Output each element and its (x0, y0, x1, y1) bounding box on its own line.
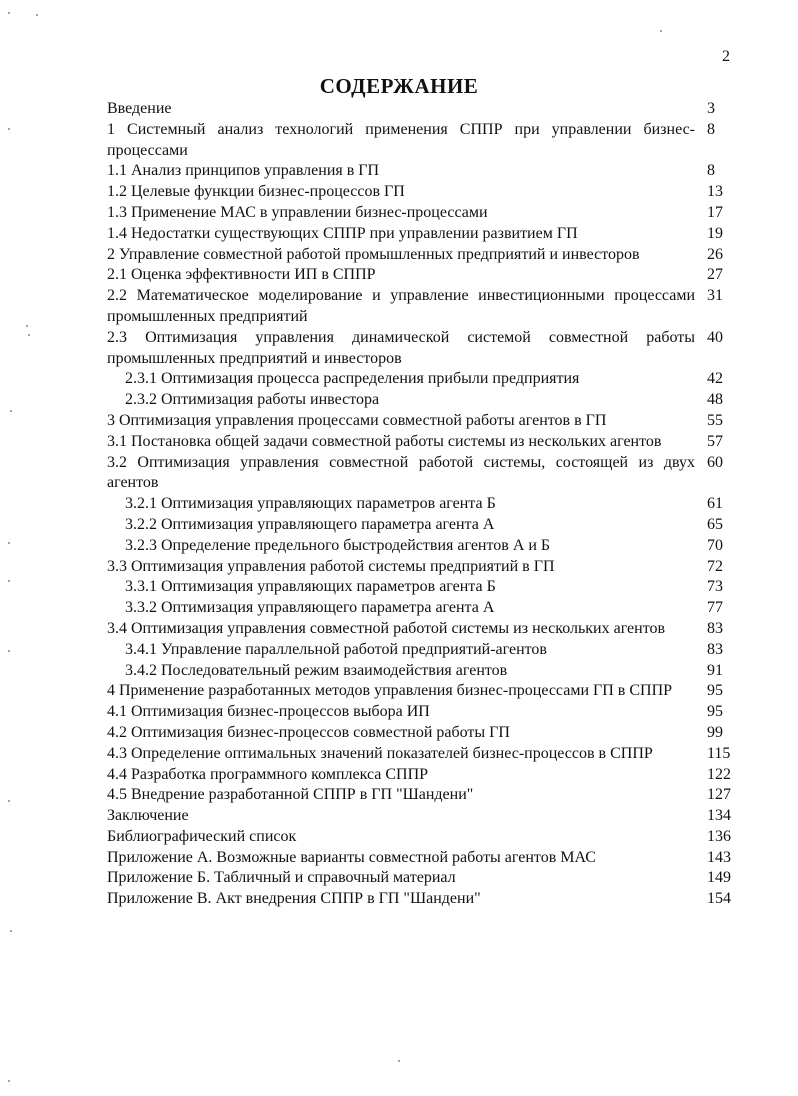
toc-entry (107, 806, 743, 827)
toc-entry (107, 161, 743, 182)
toc-entry-title: 2.3.1 Оптимизация процесса распределения прибыли предприятия (125, 370, 580, 388)
toc-entry (107, 577, 743, 598)
toc-entry (107, 536, 743, 557)
toc-entry-title: 2 Управление совместной работой промышленных предприятий и инвесторов (107, 245, 640, 263)
toc-entry-title: 1 Системный анализ технологий применения СППР при управлении бизнес-процессами (107, 120, 695, 159)
toc-entry-title: Введение (107, 100, 172, 117)
scan-speck (8, 12, 10, 14)
toc-entry-page: 154 (707, 890, 731, 908)
page-number: 2 (722, 48, 730, 65)
toc-entry-page: 48 (707, 391, 723, 409)
toc-entry-title: 3.2.3 Определение предельного быстродействия агентов А и Б (125, 536, 551, 554)
toc-entry (107, 245, 743, 266)
toc-entry-page: 149 (707, 869, 731, 887)
toc-entry-title: 1.3 Применение МАС в управлении бизнес-процессами (107, 203, 488, 221)
toc-entry-page: 27 (707, 266, 723, 284)
toc-entry-page: 127 (707, 786, 731, 804)
toc-entry-page: 143 (707, 848, 731, 866)
toc-entry (107, 182, 743, 203)
toc-entry-title: Библиографический список (107, 827, 297, 845)
toc-entry-title: Приложение А. Возможные варианты совместной работы агентов МАС (107, 848, 596, 866)
toc-entry-page: 40 (707, 328, 723, 346)
toc-entry-title: 3.3.2 Оптимизация управляющего параметра агента А (125, 599, 495, 617)
toc-entry (107, 390, 743, 411)
toc-entry (107, 661, 743, 682)
toc-entry (107, 827, 743, 848)
toc-entry-title: 4.1 Оптимизация бизнес-процессов выбора ИП (107, 703, 430, 721)
scan-speck (8, 1080, 10, 1082)
scan-speck (8, 542, 10, 544)
toc-entry (107, 369, 743, 390)
toc-entry (107, 868, 743, 889)
scan-speck (8, 650, 10, 652)
toc-entry-page: 17 (707, 203, 723, 221)
toc-entry-page: 3 (707, 100, 715, 117)
toc-entry-page: 83 (707, 640, 723, 658)
scan-speck (36, 14, 38, 16)
toc-entry (107, 723, 743, 744)
toc-entry (107, 203, 743, 224)
table-of-contents (107, 99, 743, 910)
toc-entry-title: 2.2 Математическое моделирование и управление инвестиционными процессами промышленных предприятий (107, 287, 695, 325)
toc-entry-title: 4.5 Внедрение разработанной СППР в ГП "Шандени" (107, 786, 474, 804)
toc-entry (107, 619, 743, 640)
toc-entry (107, 432, 743, 453)
toc-entry-page: 95 (707, 682, 723, 700)
toc-entry (107, 515, 743, 536)
toc-entry-title: 4.3 Определение оптимальных значений показателей бизнес-процессов в СППР (107, 744, 653, 762)
toc-entry-title: 4 Применение разработанных методов управления бизнес-процессами ГП в СППР (107, 682, 673, 700)
toc-entry-title: 3 Оптимизация управления процессами совместной работы агентов в ГП (107, 411, 607, 429)
toc-entry-title: 2.3.2 Оптимизация работы инвестора (125, 391, 380, 409)
toc-entry-title: 3.2.1 Оптимизация управляющих параметров агента Б (125, 495, 496, 513)
toc-entry (107, 681, 743, 702)
scan-speck (10, 410, 12, 412)
toc-entry (107, 640, 743, 661)
toc-entry-title: 4.4 Разработка программного комплекса СППР (107, 765, 429, 783)
scan-speck (8, 580, 10, 582)
toc-entry (107, 265, 743, 286)
toc-entry-title: 3.2.2 Оптимизация управляющего параметра агента А (125, 515, 495, 533)
scan-speck (8, 800, 10, 802)
toc-entry-page: 57 (707, 432, 723, 450)
toc-entry (107, 224, 743, 245)
toc-entry (107, 744, 743, 765)
toc-entry-page: 42 (707, 370, 723, 388)
toc-entry-page: 99 (707, 723, 723, 741)
toc-entry-title: 3.4 Оптимизация управления совместной работой системы из нескольких агентов (107, 619, 666, 637)
toc-entry-title: Приложение Б. Табличный и справочный материал (107, 869, 456, 887)
toc-entry (107, 411, 743, 432)
toc-entry-page: 31 (707, 287, 723, 305)
toc-entry-title: 3.2 Оптимизация управления совместной работой системы, состоящей из двух агентов (107, 453, 695, 492)
toc-entry-title: 1.2 Целевые функции бизнес-процессов ГП (107, 183, 405, 201)
toc-entry-title: Заключение (107, 807, 189, 825)
toc-entry-title: 2.1 Оценка эффективности ИП в СППР (107, 266, 376, 284)
toc-entry-title: 3.3 Оптимизация управления работой системы предприятий в ГП (107, 557, 555, 575)
toc-entry-title: 3.3.1 Оптимизация управляющих параметров агента Б (125, 578, 496, 596)
toc-entry-page: 77 (707, 599, 723, 617)
toc-entry-page: 122 (707, 765, 731, 783)
scan-speck (660, 30, 662, 32)
toc-entry-title: 3.4.2 Последовательный режим взаимодействия агентов (125, 661, 508, 679)
toc-entry-page: 115 (707, 744, 731, 762)
toc-entry (107, 286, 743, 328)
toc-entry (107, 889, 743, 910)
toc-entry-title: Приложение В. Акт внедрения СППР в ГП "Шандени" (107, 890, 481, 908)
toc-entry-page: 83 (707, 619, 723, 637)
toc-entry (107, 785, 743, 806)
toc-entry (107, 598, 743, 619)
toc-entry-page: 13 (707, 183, 723, 201)
toc-entry-title: 2.3 Оптимизация управления динамической системой совместной работы промышленных предприятий и инвесторов (107, 328, 695, 367)
scan-speck (10, 930, 12, 932)
scan-speck (26, 325, 28, 327)
toc-entry (107, 765, 743, 786)
scan-speck (28, 334, 30, 336)
toc-entry-page: 95 (707, 703, 723, 721)
toc-entry-title: 1.4 Недостатки существующих СППР при управлении развитием ГП (107, 224, 578, 242)
toc-entry (107, 99, 743, 120)
toc-entry-page: 19 (707, 224, 723, 242)
toc-entry-page: 91 (707, 661, 723, 679)
toc-entry (107, 120, 743, 162)
toc-entry-title: 4.2 Оптимизация бизнес-процессов совместной работы ГП (107, 723, 510, 741)
toc-entry-page: 61 (707, 495, 723, 513)
scan-speck (398, 1060, 400, 1062)
toc-entry-page: 70 (707, 536, 723, 554)
toc-entry-page: 65 (707, 515, 723, 533)
toc-entry-page: 8 (707, 162, 715, 180)
toc-entry-title: 3.1 Постановка общей задачи совместной работы системы из нескольких агентов (107, 432, 662, 450)
toc-entry (107, 494, 743, 515)
toc-entry (107, 557, 743, 578)
toc-entry (107, 328, 743, 370)
page-title: СОДЕРЖАНИЕ (319, 74, 479, 98)
toc-entry-page: 60 (707, 453, 723, 471)
toc-entry-title: 1.1 Анализ принципов управления в ГП (107, 162, 380, 180)
toc-entry-title: 3.4.1 Управление параллельной работой предприятий-агентов (125, 640, 547, 658)
toc-entry (107, 702, 743, 723)
toc-entry-page: 72 (707, 557, 723, 575)
toc-entry (107, 453, 743, 495)
toc-entry-page: 73 (707, 578, 723, 596)
toc-entry-page: 8 (707, 120, 715, 138)
scan-speck (8, 128, 10, 130)
toc-entry (107, 848, 743, 869)
toc-entry-page: 136 (707, 827, 731, 845)
toc-entry-page: 55 (707, 411, 723, 429)
toc-entry-page: 26 (707, 245, 723, 263)
toc-entry-page: 134 (707, 807, 731, 825)
